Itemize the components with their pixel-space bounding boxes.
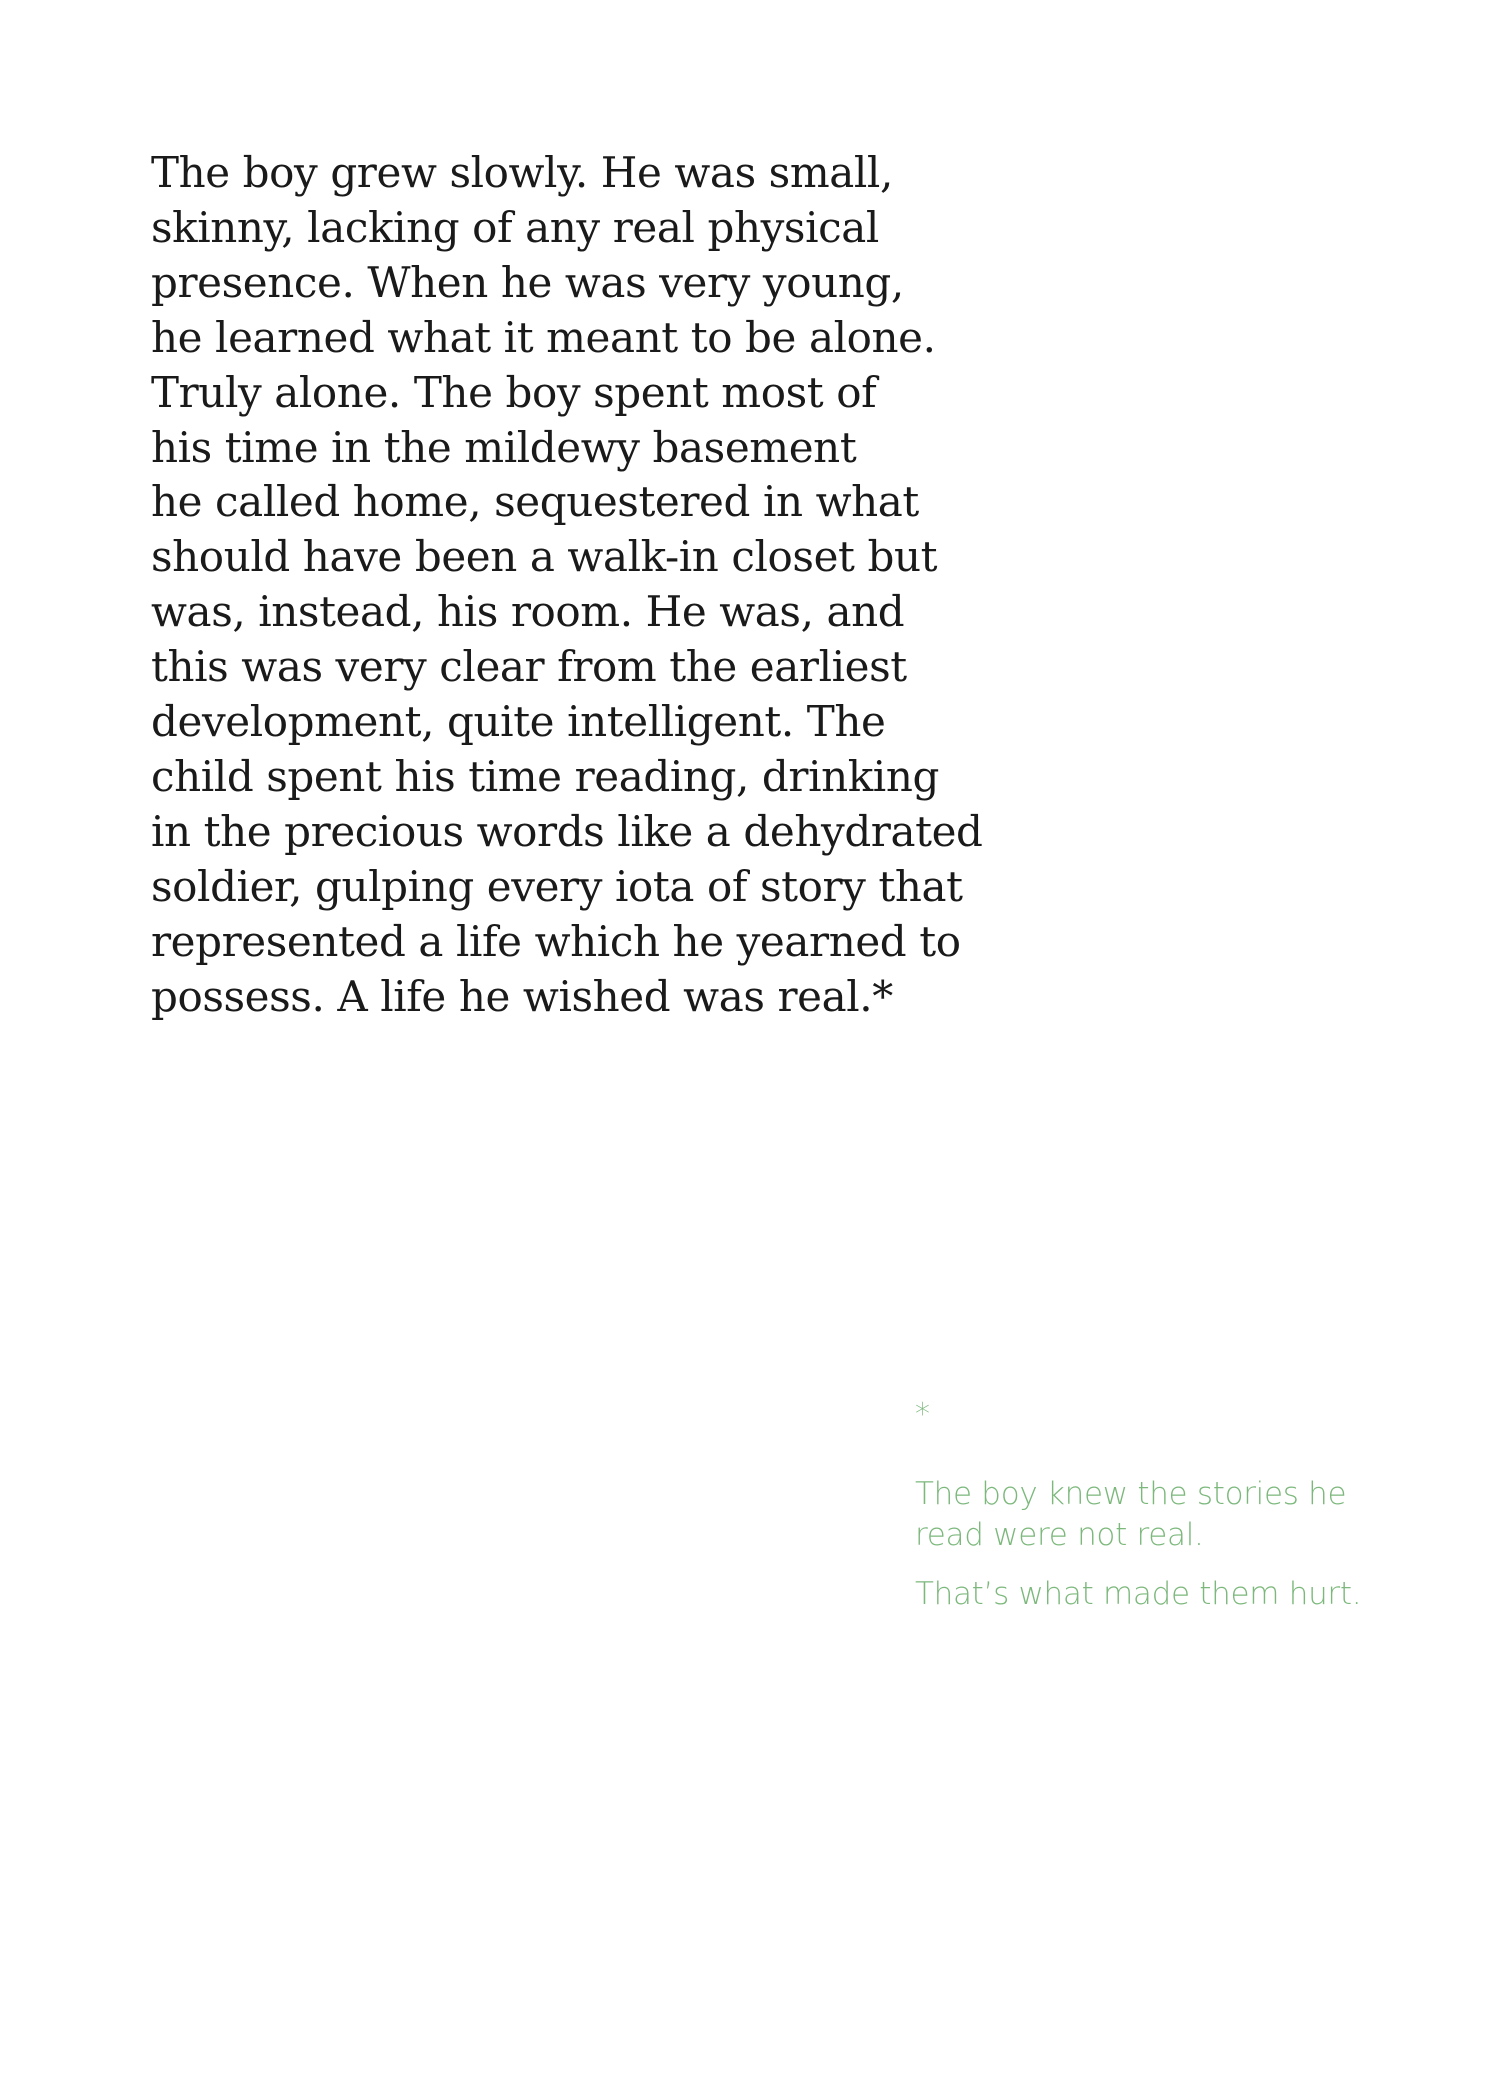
main-text-line: he learned what it meant to be alone. <box>151 312 936 362</box>
main-text-line: was, instead, his room. He was, and <box>151 587 905 637</box>
main-text-line: child spent his time reading, drinking <box>151 751 939 801</box>
main-text-line: possess. A life he wished was real.* <box>151 971 893 1021</box>
footnote-line: read were not real. <box>915 1517 1204 1553</box>
main-paragraph <box>151 146 983 1025</box>
footnote-paragraph <box>915 1474 1395 1556</box>
main-text-line: The boy grew slowly. He was small, <box>151 148 893 197</box>
main-text-line: skinny, lacking of any real physical <box>151 202 879 252</box>
main-text-line: this was very clear from the earliest <box>151 642 907 692</box>
main-text-line: presence. When he was very young, <box>151 257 904 307</box>
main-text-line: soldier, gulping every iota of story that <box>151 861 963 911</box>
footnote-paragraph <box>915 1574 1395 1615</box>
main-text-line: in the precious words like a dehydrated <box>151 806 983 856</box>
footnote-line: That’s what made them hurt. <box>915 1576 1362 1612</box>
footnote-line: The boy knew the stories he <box>915 1476 1347 1512</box>
main-text-line: Truly alone. The boy spent most of <box>151 367 877 417</box>
main-text-line: he called home, sequestered in what <box>151 477 919 527</box>
main-text-line: his time in the mildewy basement <box>151 422 857 472</box>
footnote <box>915 1397 1395 1633</box>
main-text-line: development, quite intelligent. The <box>151 697 886 747</box>
main-text-line: should have been a walk-in closet but <box>151 532 938 582</box>
main-text-line: represented a life which he yearned to <box>151 916 961 966</box>
footnote-marker: * <box>915 1397 930 1432</box>
